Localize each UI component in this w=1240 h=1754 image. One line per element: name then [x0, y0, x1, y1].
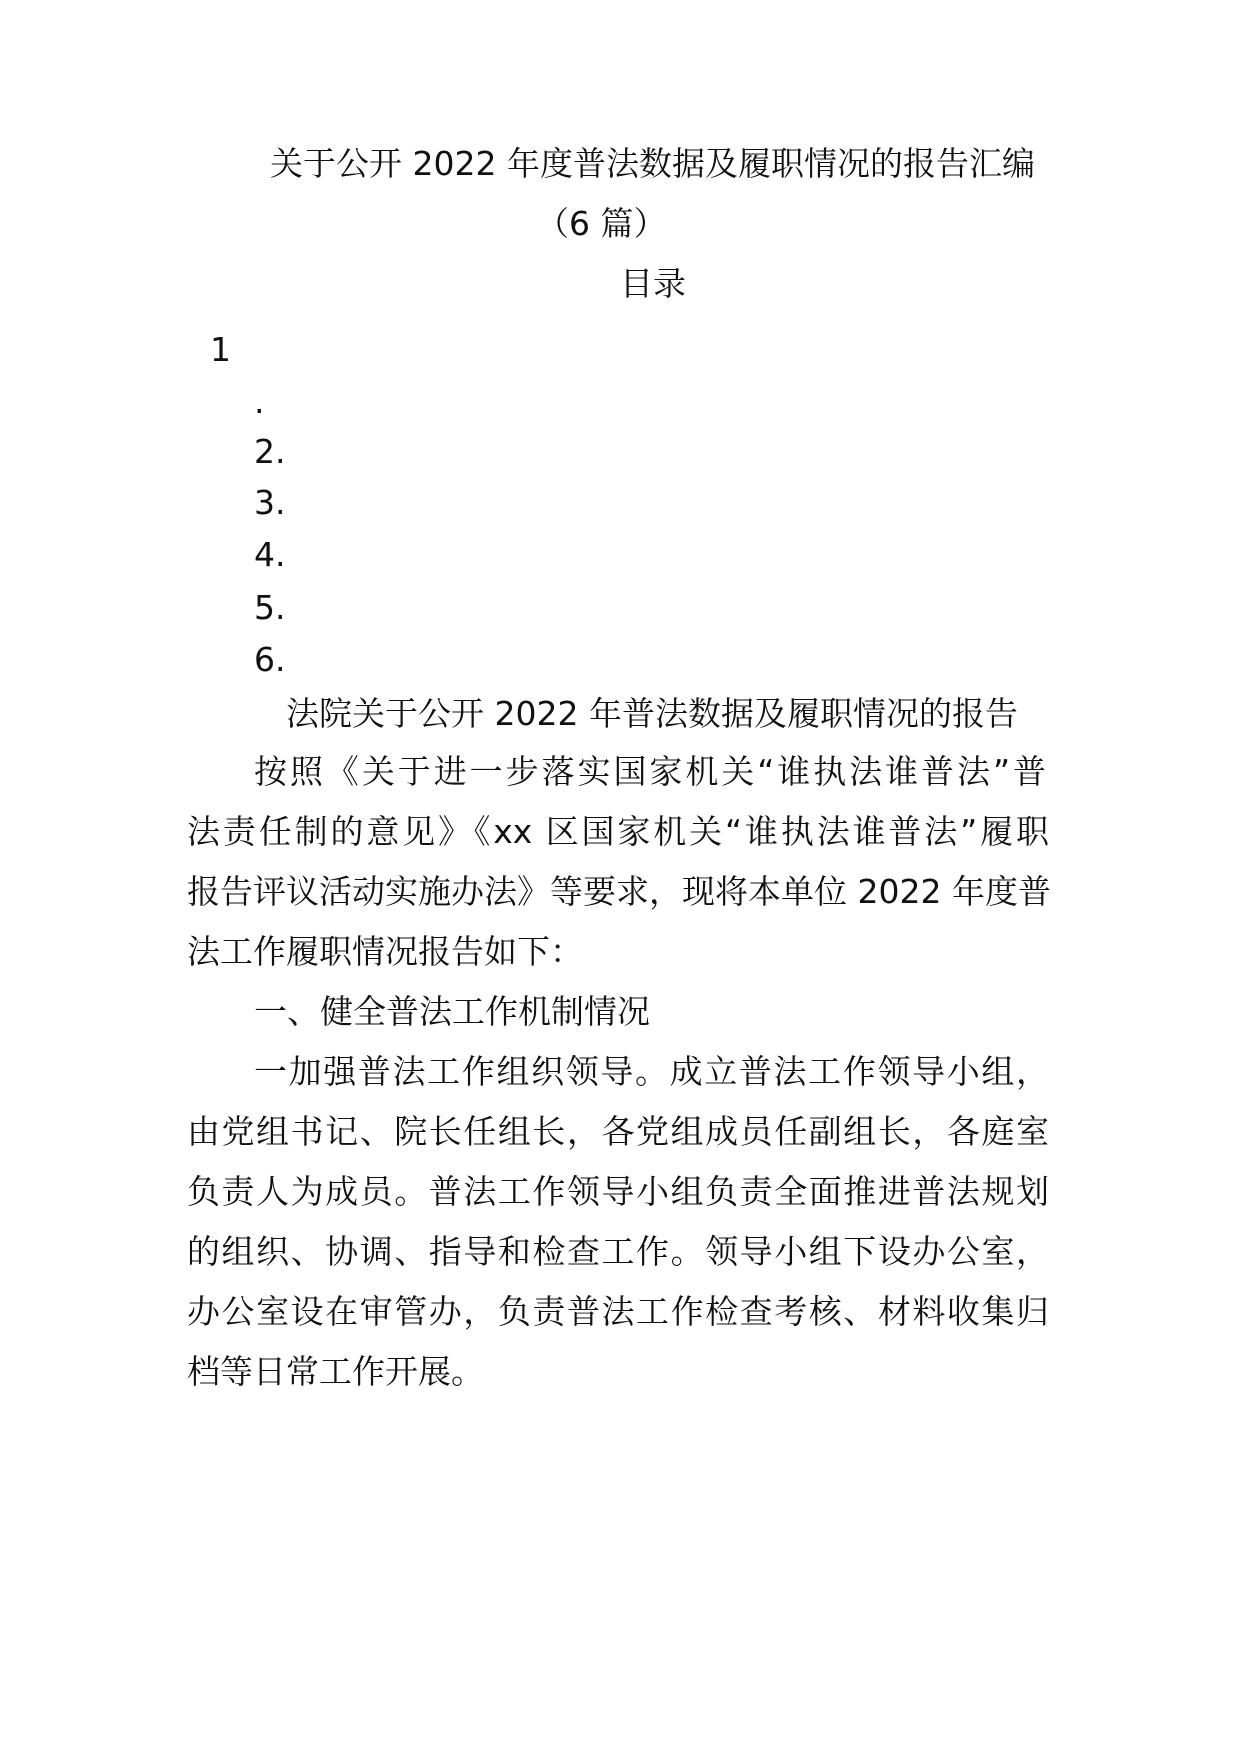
document-title-line1: 关于公开 2022 年度普法数据及履职情况的报告汇编 — [270, 144, 1035, 183]
toc-number-1-dot: . — [254, 382, 265, 421]
toc-number-2: 2. — [254, 432, 286, 471]
toc-number-4: 4. — [254, 535, 286, 574]
document-title-line2: （6 篇） — [536, 204, 667, 243]
toc-number-5: 5. — [254, 588, 286, 627]
para-1-line-4: 的组织、协调、指导和检查工作。领导小组下设办公室， — [187, 1232, 1049, 1271]
intro-line-2: 法责任制的意见》《xx 区国家机关“谁执法谁普法”履职 — [187, 812, 1049, 851]
toc-heading: 目录 — [620, 264, 686, 303]
toc-number-3: 3. — [254, 483, 286, 522]
para-1-line-1: 一加强普法工作组织领导。成立普法工作领导小组， — [254, 1052, 1049, 1091]
toc-number-6: 6. — [254, 640, 286, 679]
intro-line-4: 法工作履职情况报告如下： — [187, 932, 583, 971]
para-1-line-6: 档等日常工作开展。 — [187, 1352, 484, 1391]
article-title: 法院关于公开 2022 年普法数据及履职情况的报告 — [286, 694, 1018, 733]
para-1-line-5: 办公室设在审管办，负责普法工作检查考核、材料收集归 — [187, 1292, 1049, 1331]
section-1-heading: 一、健全普法工作机制情况 — [254, 992, 650, 1031]
intro-line-3: 报告评议活动实施办法》等要求，现将本单位 2022 年度普 — [187, 872, 1051, 911]
para-1-line-3: 负责人为成员。普法工作领导小组负责全面推进普法规划 — [187, 1172, 1049, 1211]
intro-line-1: 按照《关于进一步落实国家机关“谁执法谁普法”普 — [254, 752, 1046, 791]
toc-number-1: 1 — [210, 330, 231, 369]
para-1-line-2: 由党组书记、院长任组长，各党组成员任副组长，各庭室 — [187, 1112, 1049, 1151]
